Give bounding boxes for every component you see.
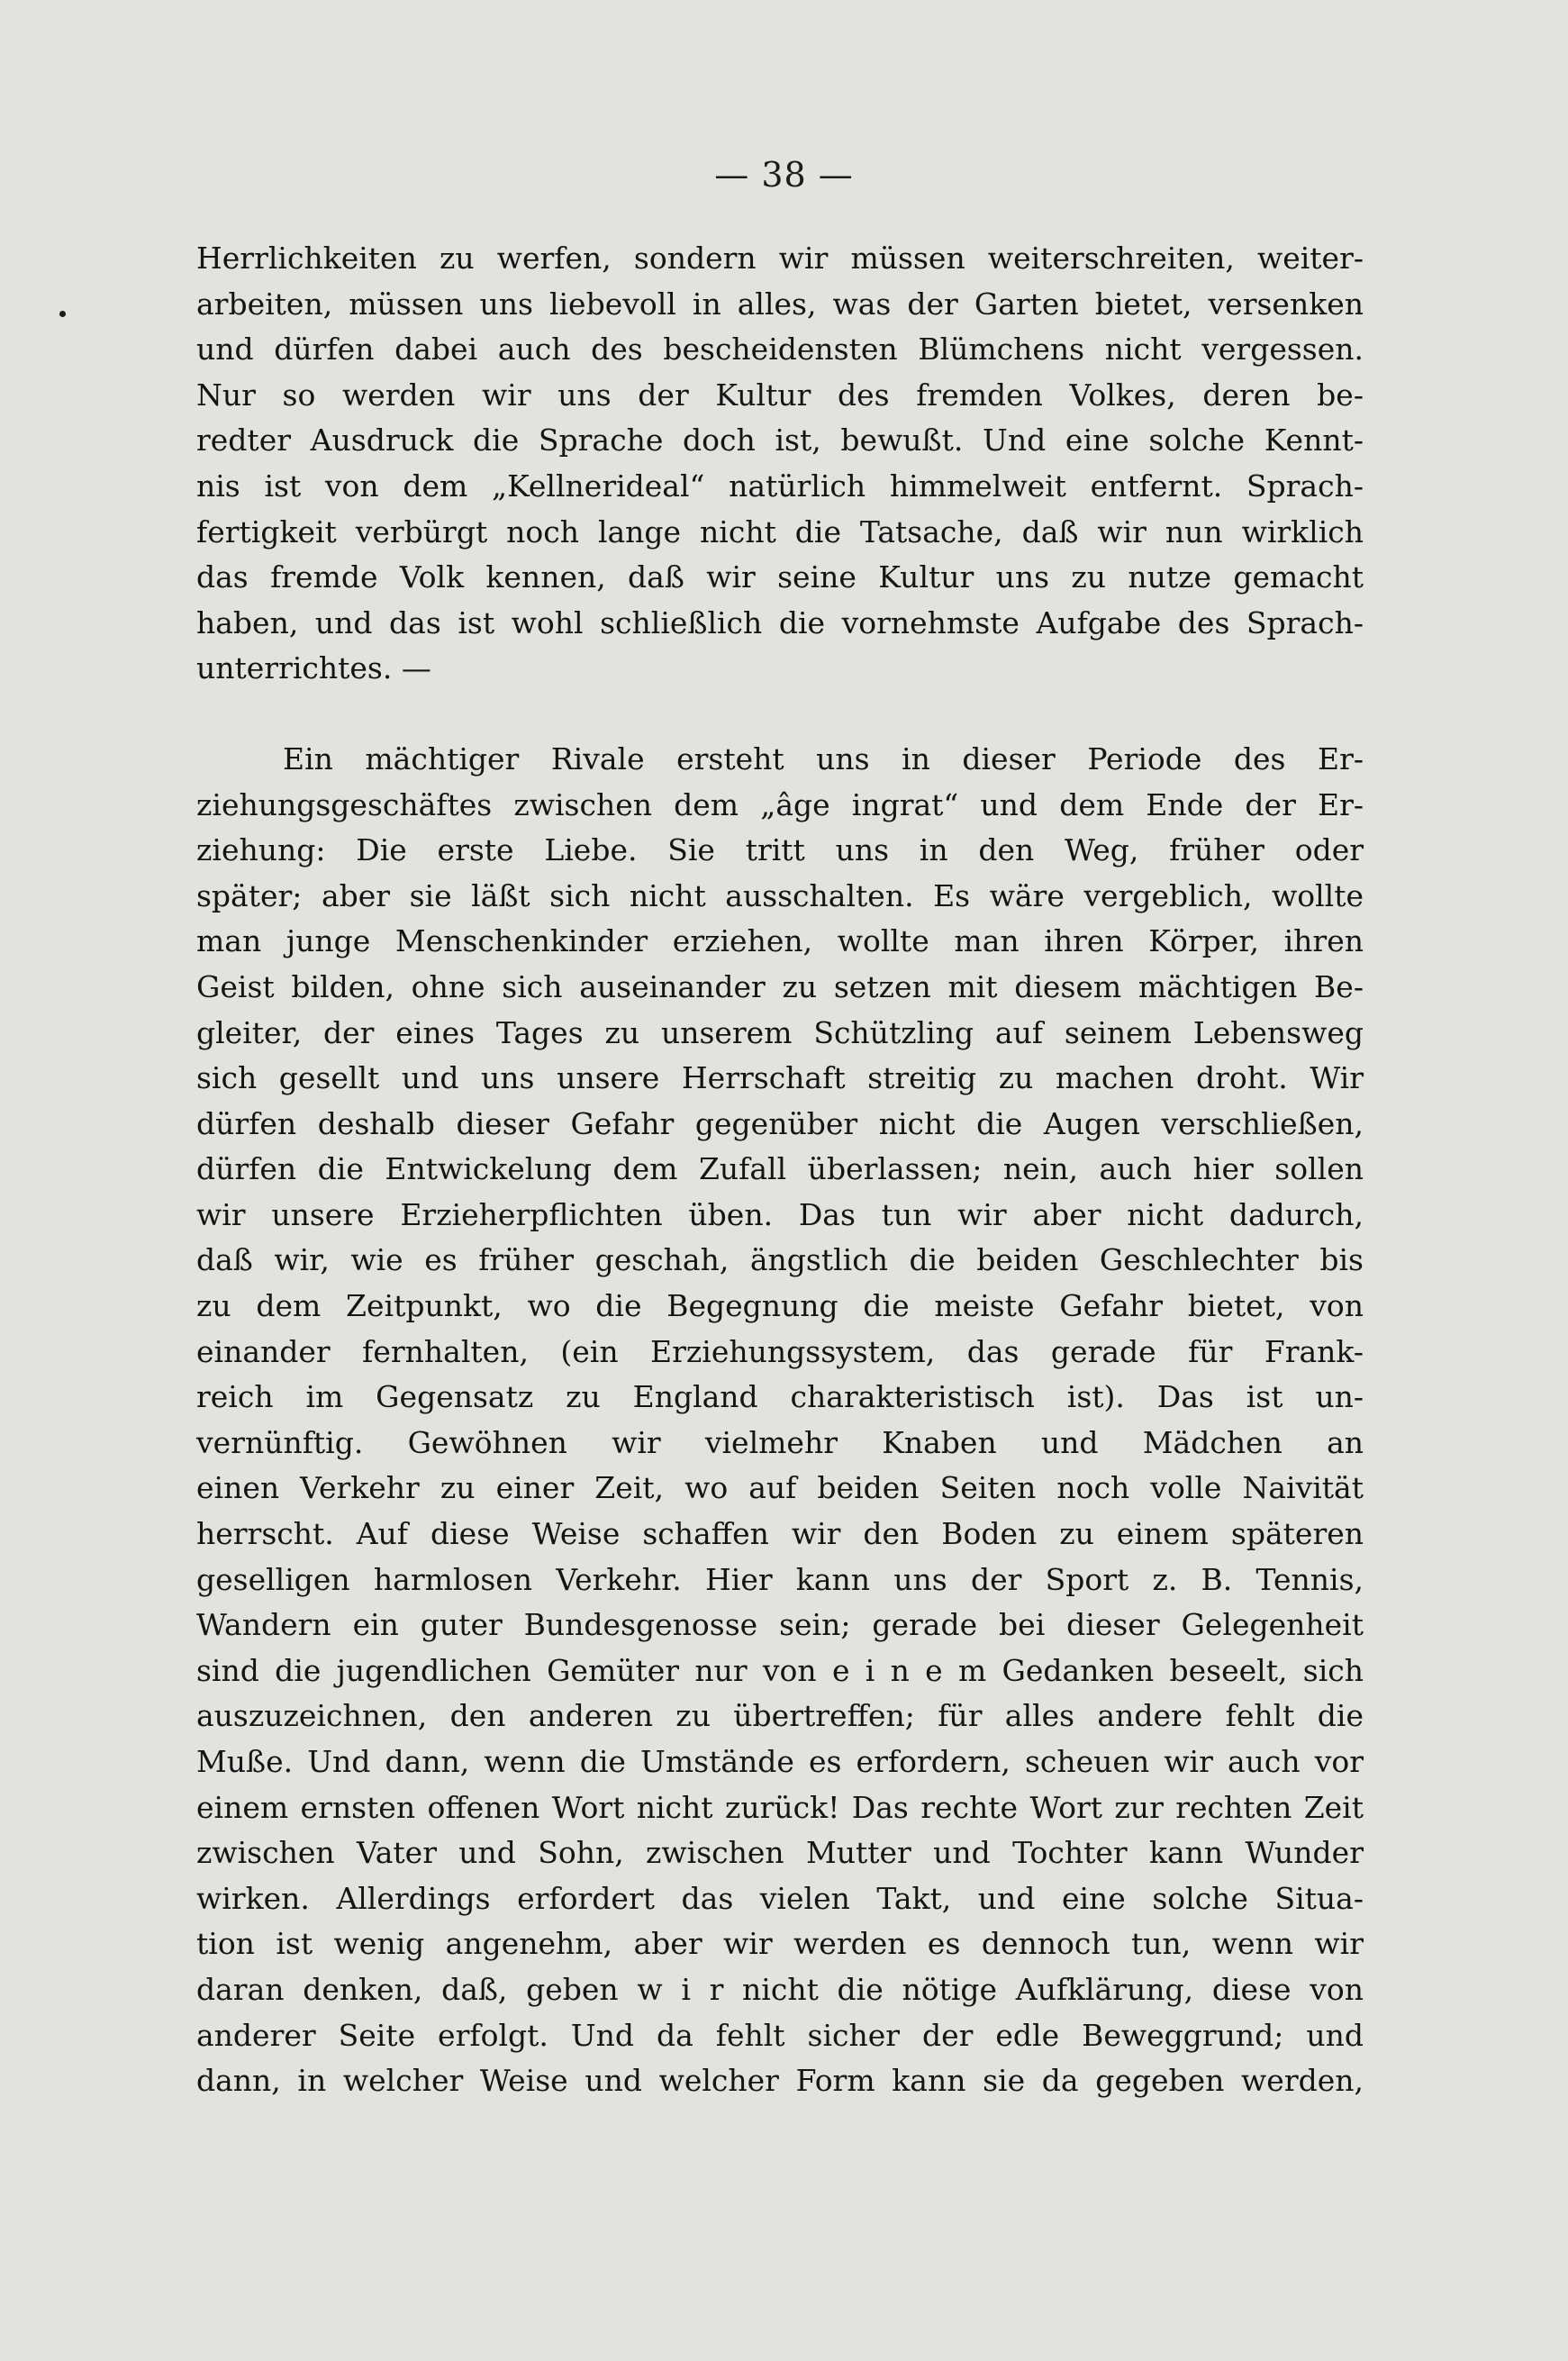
text-line: daran denken, daß, geben w i r nicht die nötige Aufklärung, diese von	[196, 1971, 1364, 2007]
text-line: sich gesellt und uns unsere Herrschaft streitig zu machen droht. Wir	[196, 1060, 1364, 1096]
text-line: daß wir, wie es früher geschah, ängstlich die beiden Geschlechter bis	[196, 1242, 1364, 1278]
text-line: auszuzeichnen, den anderen zu übertreffen; für alles andere fehlt die	[196, 1698, 1364, 1734]
body-text	[196, 236, 1364, 2104]
text-line: anderer Seite erfolgt. Und da fehlt sicher der edle Beweggrund; und	[196, 2017, 1364, 2053]
text-line: einem ernsten offenen Wort nicht zurück! Das rechte Wort zur rechten Zeit	[196, 1789, 1364, 1825]
text-line: einander fernhalten, (ein Erziehungssystem, das gerade für Frank-	[196, 1333, 1364, 1369]
text-line: geselligen harmlosen Verkehr. Hier kann uns der Sport z. B. Tennis,	[196, 1561, 1364, 1597]
text-line: ziehung: Die erste Liebe. Sie tritt uns in den Weg, früher oder	[196, 832, 1364, 868]
text-line: zwischen Vater und Sohn, zwischen Mutter und Tochter kann Wunder	[196, 1835, 1364, 1871]
paragraph-2	[196, 737, 1364, 2104]
text-line: dürfen deshalb dieser Gefahr gegenüber nicht die Augen verschließen,	[196, 1105, 1364, 1141]
text-line: Nur so werden wir uns der Kultur des fremden Volkes, deren be-	[196, 377, 1364, 413]
text-line: nis ist von dem „Kellnerideal“ natürlich himmelweit entfernt. Sprach-	[196, 468, 1364, 504]
text-line: vernünftig. Gewöhnen wir vielmehr Knaben und Mädchen an	[196, 1424, 1364, 1460]
text-line: man junge Menschenkinder erziehen, wollte man ihren Körper, ihren	[196, 923, 1364, 959]
text-line: redter Ausdruck die Sprache doch ist, bewußt. Und eine solche Kennt-	[196, 422, 1364, 459]
text-line: sind die jugendlichen Gemüter nur von e i n e m Gedanken beseelt, sich	[196, 1652, 1364, 1688]
text-line: wir unsere Erzieherpflichten üben. Das tun wir aber nicht dadurch,	[196, 1196, 1364, 1232]
text-line: reich im Gegensatz zu England charakteristisch ist). Das ist un-	[196, 1379, 1364, 1415]
text-line: fertigkeit verbürgt noch lange nicht die Tatsache, daß wir nun wirklich	[196, 513, 1364, 549]
text-line: haben, und das ist wohl schließlich die vornehmste Aufgabe des Sprach-	[196, 604, 1364, 640]
text-line: herrscht. Auf diese Weise schaffen wir den Boden zu einem späteren	[196, 1516, 1364, 1552]
text-line: Herrlichkeiten zu werfen, sondern wir müssen weiterschreiten, weiter-	[196, 241, 1364, 276]
text-line: tion ist wenig angenehm, aber wir werden es dennoch tun, wenn wir	[196, 1926, 1364, 1962]
text-line: wirken. Allerdings erfordert das vielen Takt, und eine solche Situa-	[196, 1880, 1364, 1916]
text-line: Ein mächtiger Rivale ersteht uns in dieser Periode des Er-	[283, 740, 1364, 776]
margin-mark	[59, 311, 66, 317]
page-number: — 38 —	[714, 155, 854, 195]
text-line: dürfen die Entwickelung dem Zufall überlassen; nein, auch hier sollen	[196, 1151, 1364, 1187]
text-line: gleiter, der eines Tages zu unserem Schützling auf seinem Lebensweg	[196, 1014, 1364, 1050]
paragraph-1	[196, 236, 1364, 692]
text-line: Geist bilden, ohne sich auseinander zu setzen mit diesem mächtigen Be-	[196, 968, 1364, 1004]
text-line: und dürfen dabei auch des bescheidensten Blümchens nicht vergessen.	[196, 331, 1364, 368]
text-line: unterrichtes. —	[196, 650, 431, 686]
text-line: dann, in welcher Weise und welcher Form kann sie da gegeben werden,	[196, 2063, 1364, 2099]
text-line: das fremde Volk kennen, daß wir seine Kultur uns zu nutze gemacht	[196, 559, 1364, 595]
text-line: Wandern ein guter Bundesgenosse sein; gerade bei dieser Gelegenheit	[196, 1607, 1364, 1643]
text-line: zu dem Zeitpunkt, wo die Begegnung die meiste Gefahr bietet, von	[196, 1288, 1364, 1324]
text-line: einen Verkehr zu einer Zeit, wo auf beiden Seiten noch volle Naivität	[196, 1470, 1364, 1506]
text-line: ziehungsgeschäftes zwischen dem „âge ingrat“ und dem Ende der Er-	[196, 786, 1364, 822]
text-line: Muße. Und dann, wenn die Umstände es erfordern, scheuen wir auch vor	[196, 1744, 1364, 1779]
text-line: arbeiten, müssen uns liebevoll in alles, was der Garten bietet, versenken	[196, 286, 1364, 322]
text-line: später; aber sie läßt sich nicht ausschalten. Es wäre vergeblich, wollte	[196, 877, 1364, 913]
